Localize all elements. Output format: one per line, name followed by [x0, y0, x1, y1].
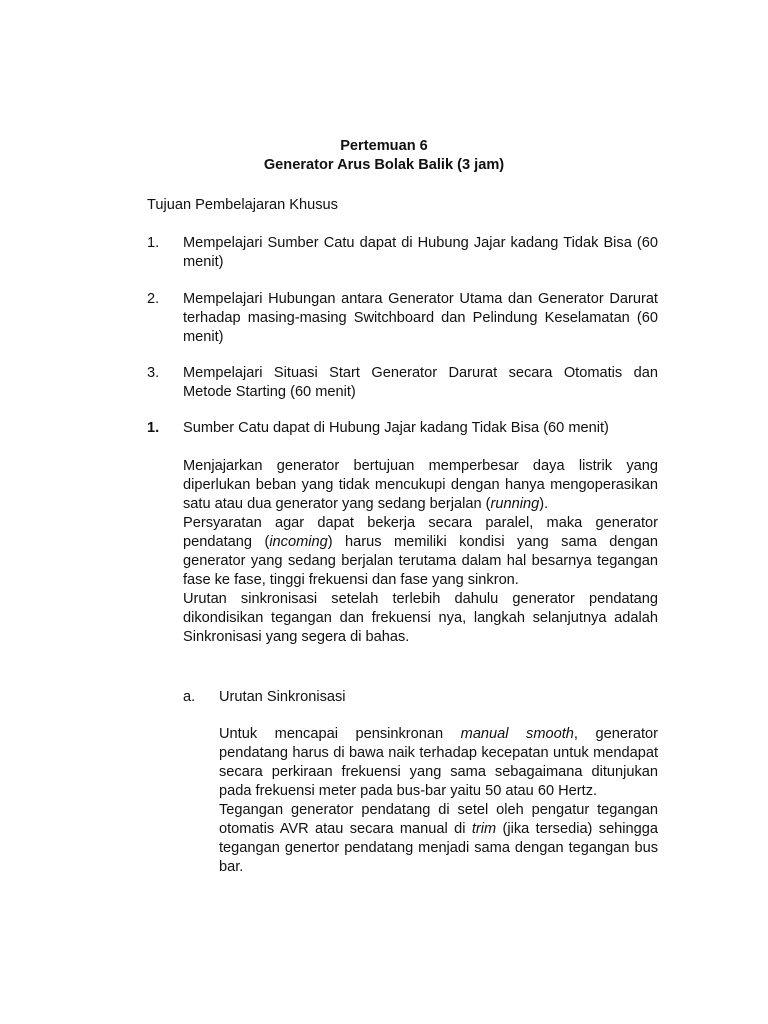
objective-number: 2.	[147, 291, 160, 307]
objectives-heading: Tujuan Pembelajaran Khusus	[147, 197, 338, 213]
objective-text: Mempelajari Hubungan antara Generator Utama dan Generator Darurat terhadap masing-masing Switchboard dan Pelindung Keselamatan (60 menit)	[183, 291, 658, 345]
subsection-letter: a.	[183, 689, 196, 705]
paragraph: Tegangan generator pendatang di setel oleh pengatur tegangan otomatis AVR atau secara manual di trim (jika tersedia) sehingga tegangan genertor pendatang menjadi sama dengan tegangan bus bar.	[219, 802, 659, 875]
objective-number: 3.	[147, 365, 160, 381]
paragraph: Urutan sinkronisasi setelah terlebih dahulu generator pendatang dikondisikan tegangan dan frekuensi nya, langkah selanjutnya adalah Sinkronisasi yang segera di bahas.	[183, 591, 658, 645]
subsection-title: Urutan Sinkronisasi	[219, 689, 346, 705]
paragraph: Menjajarkan generator bertujuan memperbesar daya listrik yang diperlukan beban yang tidak mencukupi dengan hanya mengoperasikan satu atau dua generator yang sedang berjalan (running).	[183, 458, 658, 512]
objective-text: Mempelajari Situasi Start Generator Darurat secara Otomatis dan Metode Starting (60 menit)	[183, 365, 658, 400]
section-body	[183, 457, 658, 647]
section-title: Sumber Catu dapat di Hubung Jajar kadang Tidak Bisa (60 menit)	[183, 420, 609, 436]
section-number: 1.	[147, 420, 160, 436]
document-title: Pertemuan 6	[340, 138, 428, 154]
paragraph: Untuk mencapai pensinkronan manual smooth, generator pendatang harus di bawa naik terhadap kecepatan untuk mendapat secara perkiraan frekuensi yang sama sebagaimana ditunjukan pada frekuensi meter pada bus-bar yaitu 50 atau 60 Hertz.	[219, 726, 658, 799]
subsection-body	[219, 725, 658, 877]
paragraph: Persyaratan agar dapat bekerja secara paralel, maka generator pendatang (incoming) harus memiliki kondisi yang sama dengan generator yang sedang berjalan terutama dalam hal besarnya tegangan fase ke fase, tinggi frekuensi dan fase yang sinkron.	[183, 515, 658, 588]
objective-number: 1.	[147, 235, 160, 251]
objective-text: Mempelajari Sumber Catu dapat di Hubung Jajar kadang Tidak Bisa (60 menit)	[183, 235, 658, 270]
document-subtitle: Generator Arus Bolak Balik (3 jam)	[263, 157, 505, 173]
